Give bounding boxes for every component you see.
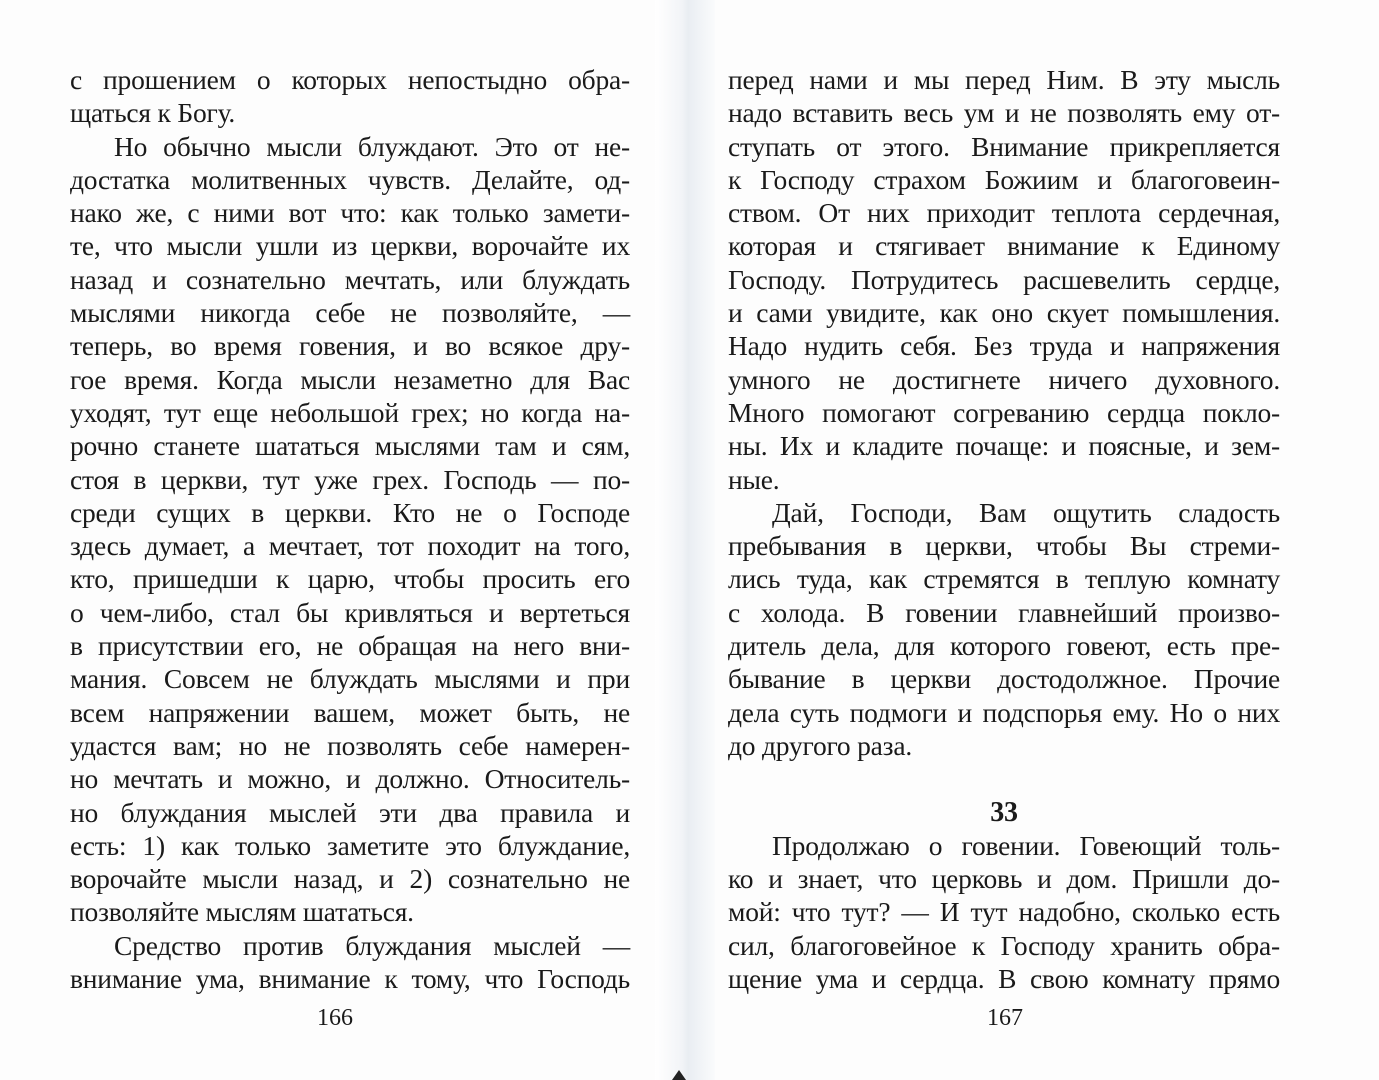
text-line: до другого раза. xyxy=(728,729,913,761)
text-line: стоя в церкви, тут уже грех. Господь — по- xyxy=(70,463,630,495)
text-line: которая и стягивает внимание к Единому xyxy=(728,230,1280,262)
text-line: среди сущих в церкви. Кто не о Господе xyxy=(70,496,630,528)
text-line: нако же, с ними вот что: как только замети- xyxy=(70,197,630,229)
text-line: мой: что тут? — И тут надобно, сколько есть xyxy=(728,896,1280,928)
text-line: внимание ума, внимание к тому, что Господь xyxy=(70,963,630,995)
text-line: всем напряжении вашем, может быть, не xyxy=(70,696,630,728)
text-line: щаться к Богу. xyxy=(70,97,236,129)
text-line: достатка молитвенных чувств. Делайте, од- xyxy=(70,163,630,195)
text-line: ступать от этого. Внимание прикрепляется xyxy=(728,130,1280,162)
text-line: Надо нудить себя. Без труда и напряжения xyxy=(728,330,1280,362)
text-line: Господу. Потрудитесь расшевелить сердце, xyxy=(728,263,1280,295)
text-line: Много помогают согреванию сердца покло- xyxy=(728,396,1280,428)
text-line: дела суть подмоги и подспорья ему. Но о них xyxy=(728,696,1280,728)
text-line: Но обычно мысли блуждают. Это от не- xyxy=(114,130,630,162)
text-line: Средство против блуждания мыслей — xyxy=(114,929,630,961)
text-line: мания. Совсем не блуждать мыслями и при xyxy=(70,663,630,695)
text-line: пребывания в церкви, чтобы Вы стреми- xyxy=(728,530,1280,562)
page-number-right: 167 xyxy=(987,1005,1023,1031)
text-line: те, что мысли ушли из церкви, ворочайте их xyxy=(70,230,630,262)
text-line: Продолжаю о говении. Говеющий толь- xyxy=(772,829,1280,861)
text-line: удастся вам; но не позволять себе намерен- xyxy=(70,729,630,761)
page-number-left: 166 xyxy=(317,1005,353,1031)
text-line: здесь думает, а мечтает, тот походит на того, xyxy=(70,530,630,562)
text-line: рочно станете шататься мыслями там и сям, xyxy=(70,430,630,462)
text-line: сил, благоговейное к Господу хранить обра- xyxy=(728,929,1280,961)
text-line: гое время. Когда мысли незаметно для Вас xyxy=(70,363,630,395)
text-line: Дай, Господи, Вам ощутить сладость xyxy=(772,496,1280,528)
text-line: умного не достигнете ничего духовного. xyxy=(728,363,1280,395)
text-line: ные. xyxy=(728,463,780,495)
text-line: есть: 1) как только заметите это блуждание, xyxy=(70,829,630,861)
text-line: ством. От них приходит теплота сердечная, xyxy=(728,197,1280,229)
text-line: с прошением о которых непостыдно обра- xyxy=(70,64,630,95)
text-line: с холода. В говении главнейший произво- xyxy=(728,596,1280,628)
text-line: теперь, во время говения, и во всякое дру- xyxy=(70,330,630,362)
text-line: в присутствии его, не обращая на него вни- xyxy=(70,630,630,662)
text-line: и сами увидите, как оно скует помышления. xyxy=(728,297,1280,329)
text-line: назад и сознательно мечтать, или блуждать xyxy=(70,263,630,295)
text-line: мыслями никогда себе не позволяйте, — xyxy=(70,297,630,329)
bookmark-marker-icon xyxy=(672,1070,686,1080)
text-line: бывание в церкви достодолжное. Прочие xyxy=(728,663,1280,695)
text-line: щение ума и сердца. В свою комнату прямо xyxy=(728,963,1280,995)
text-line: кто, пришедши к царю, чтобы просить его xyxy=(70,563,630,595)
text-line: о чем-либо, стал бы кривляться и вертеться xyxy=(70,596,630,628)
text-line: но мечтать и можно, и должно. Относитель- xyxy=(70,763,630,795)
text-line: перед нами и мы перед Ним. В эту мысль xyxy=(728,64,1280,95)
text-line: надо вставить весь ум и не позволять ему от- xyxy=(728,97,1280,129)
right-page xyxy=(690,0,1379,1080)
chapter-number: 33 xyxy=(990,796,1018,828)
text-line: ко и знает, что церковь и дом. Пришли до- xyxy=(728,863,1280,895)
text-line: лись туда, как стремятся в теплую комнату xyxy=(728,563,1280,595)
text-line: но блуждания мыслей эти два правила и xyxy=(70,796,630,828)
left-page-text xyxy=(70,63,630,995)
text-line: позволяйте мыслям шататься. xyxy=(70,896,414,928)
text-line: уходят, тут еще небольшой грех; но когда на- xyxy=(70,396,630,428)
text-line: дитель дела, для которого говеют, есть пре- xyxy=(728,630,1280,662)
text-line: ворочайте мысли назад, и 2) сознательно не xyxy=(70,863,630,895)
right-page-text xyxy=(728,63,1280,995)
text-line: ны. Их и кладите почаще: и поясные, и зем- xyxy=(728,430,1280,462)
text-line: к Господу страхом Божиим и благоговеин- xyxy=(728,163,1280,195)
